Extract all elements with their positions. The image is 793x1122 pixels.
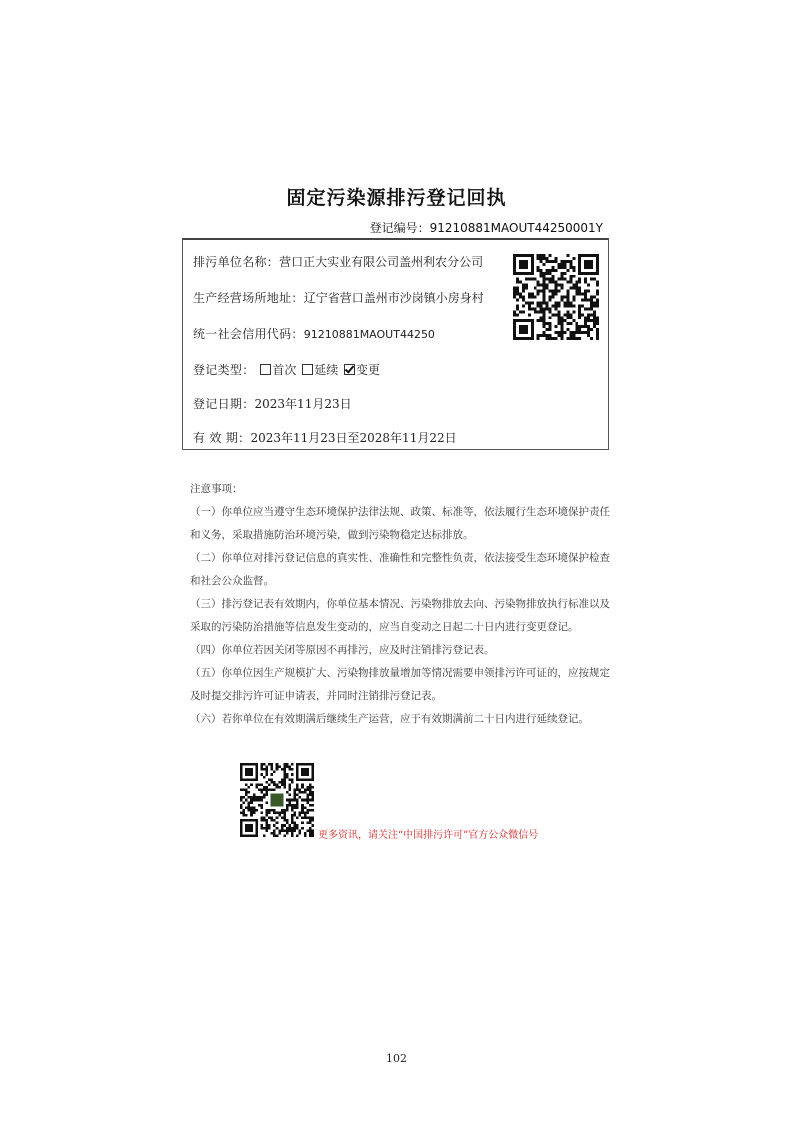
type-option-change: 变更: [356, 363, 381, 377]
validity-value: 2023年11月23日至2028年11月22日: [250, 431, 457, 445]
wechat-promo-text: 更多资讯，请关注“中国排污许可”官方公众微信号: [318, 830, 539, 841]
registration-date-label: 登记日期：: [193, 397, 255, 411]
note-item: （四）你单位若因关闭等原因不再排污，应及时注销排污登记表。: [190, 644, 495, 656]
checkbox-empty-icon: [302, 364, 313, 375]
unit-name-row: [193, 253, 483, 270]
unit-name-label: 排污单位名称：: [193, 255, 280, 269]
credit-code-label: 统一社会信用代码：: [193, 327, 304, 341]
type-option-first: 首次: [272, 363, 297, 377]
qr-code-icon: [513, 254, 599, 340]
registration-date-row: [193, 395, 352, 412]
address-value: 辽宁省营口盖州市沙岗镇小房身村: [303, 291, 484, 305]
registration-date-value: 2023年11月23日: [254, 397, 352, 411]
note-item: （五）你单位因生产规模扩大、污染物排放量增加等情况需要申领排污许可证的，应按规定及时提交排污许可证申请表，并同时注销排污登记表。: [190, 667, 610, 702]
checkbox-empty-icon: [260, 364, 271, 375]
receipt-info-box: [182, 238, 609, 450]
page-number: 102: [386, 1052, 407, 1065]
validity-label: 有 效 期：: [193, 431, 251, 445]
type-option-renewal: 延续: [314, 363, 339, 377]
registration-type-row: [193, 361, 380, 378]
note-item: （二）你单位对排污登记信息的真实性、准确性和完整性负责，依法接受生态环境保护检查和社会公众监督。: [190, 552, 610, 587]
notes-heading: 注意事项：: [190, 483, 243, 495]
note-item: （一）你单位应当遵守生态环境保护法律法规、政策、标准等，依法履行生态环境保护责任和义务，采取措施防治环境污染，做到污染物稳定达标排放。: [190, 506, 610, 541]
validity-row: [193, 429, 457, 446]
credit-code-row: [193, 325, 435, 342]
address-label: 生产经营场所地址：: [193, 291, 304, 305]
unit-name-value: 营口正大实业有限公司盖州利农分公司: [279, 255, 484, 269]
note-item: （六）若你单位在有效期满后继续生产运营，应于有效期满前二十日内进行延续登记。: [190, 713, 589, 725]
notes-section: [190, 478, 610, 731]
checkbox-checked-icon: [344, 364, 355, 375]
address-row: [193, 289, 484, 306]
note-item: （三）排污登记表有效期内，你单位基本情况、污染物排放去向、污染物排放执行标准以及采取的污染防治措施等信息发生变动的，应当自变动之日起二十日内进行变更登记。: [190, 598, 610, 633]
wechat-qr-code-icon: [240, 763, 314, 837]
credit-code-value: 91210881MAOUT44250: [303, 328, 435, 341]
registration-number: 登记编号：91210881MAOUT44250001Y: [369, 221, 603, 235]
registration-type-label: 登记类型：: [193, 363, 255, 377]
document-title: 固定污染源排污登记回执: [286, 187, 507, 209]
